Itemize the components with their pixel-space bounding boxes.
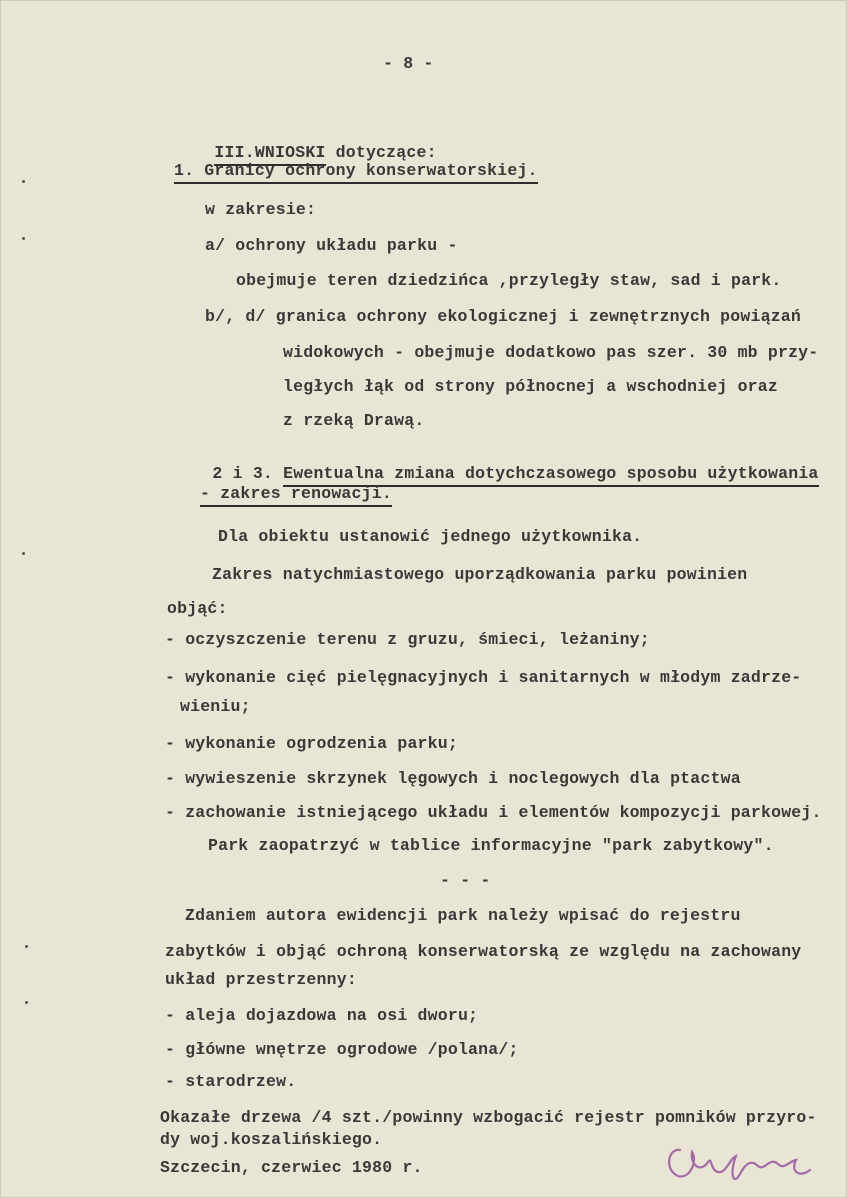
margin-mark — [25, 1001, 28, 1004]
text-line: ległych łąk od strony północnej a wschodniej oraz — [283, 377, 778, 396]
text-line: Zakres natychmiastowego uporządkowania parku powinien — [212, 565, 748, 584]
margin-mark — [22, 552, 25, 555]
list-item: - wykonanie cięć pielęgnacyjnych i sanitarnych w młodym zadrze- — [165, 668, 802, 687]
list-item: - wykonanie ogrodzenia parku; — [165, 734, 458, 753]
list-item: - oczyszczenie terenu z gruzu, śmieci, leżaniny; — [165, 630, 650, 649]
list-item: - główne wnętrze ogrodowe /polana/; — [165, 1040, 519, 1059]
text-line: Dla obiektu ustanowić jednego użytkownika. — [218, 527, 643, 546]
text-line: dy woj.koszalińskiego. — [160, 1130, 383, 1149]
subheading-number: 2 i 3. — [212, 464, 284, 483]
text-line: w zakresie: — [205, 200, 317, 219]
subheading: 1. Granicy ochrony konserwatorskiej. — [174, 161, 538, 184]
text-line: a/ ochrony układu parku - — [205, 236, 458, 255]
text-line: układ przestrzenny: — [165, 970, 357, 989]
text-line: widokowych - obejmuje dodatkowo pas szer. 30 mb przy- — [283, 343, 819, 362]
subheading: - zakres renowacji. — [200, 484, 392, 507]
section-title-suffix: dotyczące: — [325, 143, 437, 162]
text-line — [174, 161, 538, 181]
list-item: - aleja dojazdowa na osi dworu; — [165, 1006, 479, 1025]
subheading: Ewentualna zmiana dotychczasowego sposobu użytkowania — [283, 464, 818, 487]
list-item: - starodrzew. — [165, 1072, 297, 1091]
list-item: - wywieszenie skrzynek lęgowych i noclegowych dla ptactwa — [165, 769, 741, 788]
text-line: Zdaniem autora ewidencji park należy wpisać do rejestru — [185, 906, 741, 925]
date-line: Szczecin, czerwiec 1980 r. — [160, 1158, 423, 1177]
text-line — [200, 484, 392, 504]
text-line: b/, d/ granica ochrony ekologicznej i zewnętrznych powiązań — [205, 307, 801, 326]
section-title: III.WNIOSKI — [214, 143, 325, 166]
margin-mark — [25, 945, 28, 948]
text-line: z rzeką Drawą. — [283, 411, 425, 430]
list-item: - zachowanie istniejącego układu i elementów kompozycji parkowej. — [165, 803, 822, 822]
text-line: Park zaopatrzyć w tablice informacyjne "park zabytkowy". — [208, 836, 774, 855]
separator: - - - — [440, 871, 491, 890]
margin-mark — [22, 237, 25, 240]
signature — [660, 1130, 820, 1190]
text-line: objąć: — [167, 599, 228, 618]
margin-mark — [22, 180, 25, 183]
text-line: zabytków i objąć ochroną konserwatorską ze względu na zachowany — [165, 942, 802, 961]
text-line: Okazałe drzewa /4 szt./powinny wzbogacić rejestr pomników przyro- — [160, 1108, 817, 1127]
text-line: obejmuje teren dziedzińca ,przyległy staw, sad i park. — [236, 271, 782, 290]
page-number: - 8 - — [383, 54, 434, 73]
text-line: wieniu; — [180, 697, 251, 716]
